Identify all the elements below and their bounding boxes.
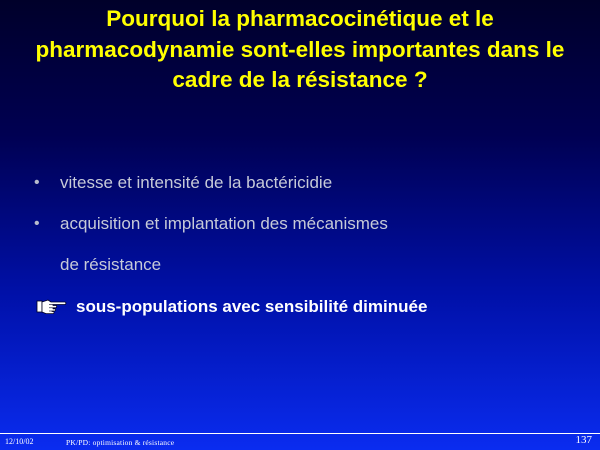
bullet-text-acquisition: acquisition et implantation des mécanismes <box>60 214 388 233</box>
pointing-hand-icon <box>36 296 68 316</box>
slide-title: Pourquoi la pharmacocinétique et le pharmacodynamie sont-elles importantes dans le cadre de la résistance ? <box>35 6 565 92</box>
emphasis-text: sous-populations avec sensibilité diminuée <box>76 297 428 316</box>
bullet-text-bactericidie: vitesse et intensité de la bactéricidie <box>60 173 333 192</box>
footer-divider <box>0 433 600 434</box>
footer-date: 12/10/02 <box>5 437 34 446</box>
bullet-text-acquisition-continuation: de résistance <box>60 255 162 274</box>
bullet-marker: • <box>34 174 40 191</box>
footer-title: PK/PD: optimisation & résistance <box>66 438 175 447</box>
page-number: 137 <box>575 434 592 446</box>
bullet-marker: • <box>34 215 40 232</box>
